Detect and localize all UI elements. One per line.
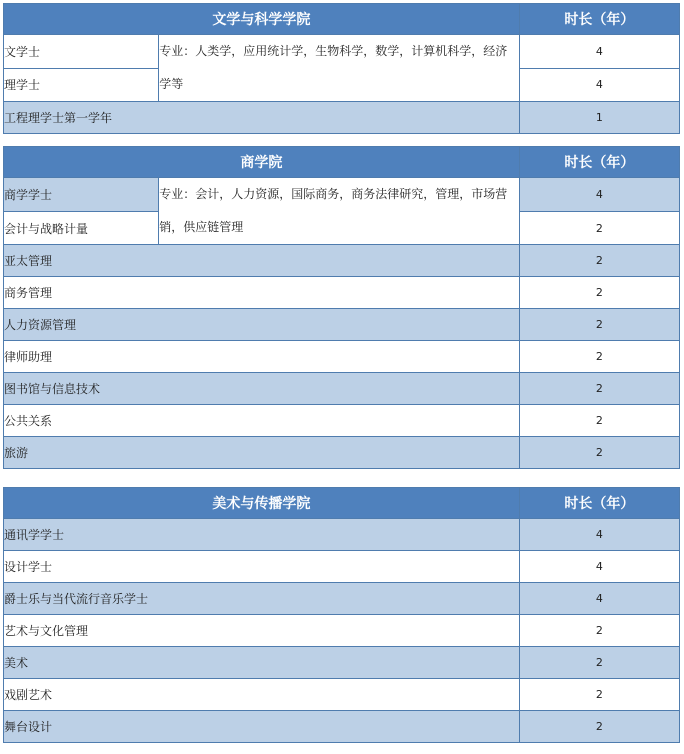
degree-name: 艺术与文化管理 [4,615,520,647]
duration-value: 2 [519,277,679,309]
faculty-arts-science-table [3,3,680,134]
table-row [4,679,680,711]
degree-name: 理学士 [4,68,159,102]
table-row [4,437,680,469]
duration-value: 2 [519,373,679,405]
majors-description: 专业：会计，人力资源，国际商务，商务法律研究，管理，市场营销，供应链管理 [159,178,520,245]
faculty-header: 美术与传播学院 [4,488,520,519]
duration-value: 2 [519,212,679,245]
degree-name: 设计学士 [4,551,520,583]
degree-name: 戏剧艺术 [4,679,520,711]
table-row [4,373,680,405]
duration-value: 4 [519,519,679,551]
table-row [4,551,680,583]
duration-value: 4 [519,551,679,583]
table-row [4,711,680,743]
duration-value: 4 [519,68,679,102]
table-row [4,245,680,277]
duration-value: 4 [519,35,679,69]
table-row [4,615,680,647]
faculty-fine-arts-communication-table [3,487,680,743]
degree-name: 文学士 [4,35,159,69]
duration-value: 2 [519,647,679,679]
majors-description: 专业：人类学，应用统计学，生物科学，数学，计算机科学，经济学等 [159,35,520,102]
degree-name: 人力资源管理 [4,309,520,341]
duration-value: 2 [519,437,679,469]
table-row [4,277,680,309]
table-row [4,341,680,373]
duration-value: 2 [519,405,679,437]
duration-value: 2 [519,309,679,341]
table-row [4,405,680,437]
faculty-header: 文学与科学学院 [4,4,520,35]
faculty-business-table [3,146,680,469]
duration-value: 4 [519,583,679,615]
degree-name: 律师助理 [4,341,520,373]
table-row [4,309,680,341]
duration-header: 时长（年） [519,147,679,178]
degree-name: 通讯学学士 [4,519,520,551]
duration-value: 2 [519,679,679,711]
duration-header: 时长（年） [519,4,679,35]
duration-value: 2 [519,711,679,743]
duration-value: 4 [519,178,679,212]
degree-name: 舞台设计 [4,711,520,743]
table-row [4,35,680,69]
degree-name: 工程理学士第一学年 [4,102,520,134]
duration-value: 2 [519,341,679,373]
duration-value: 2 [519,615,679,647]
table-row [4,583,680,615]
degree-name: 图书馆与信息技术 [4,373,520,405]
degree-name: 公共关系 [4,405,520,437]
degree-name: 爵士乐与当代流行音乐学士 [4,583,520,615]
faculty-header: 商学院 [4,147,520,178]
duration-value: 1 [519,102,679,134]
degree-name: 亚太管理 [4,245,520,277]
table-row [4,647,680,679]
degree-name: 会计与战略计量 [4,212,159,245]
degree-name: 旅游 [4,437,520,469]
duration-header: 时长（年） [519,488,679,519]
duration-value: 2 [519,245,679,277]
table-row [4,519,680,551]
table-row [4,102,680,134]
degree-name: 商学学士 [4,178,159,212]
table-row [4,178,680,212]
degree-name: 商务管理 [4,277,520,309]
degree-name: 美术 [4,647,520,679]
